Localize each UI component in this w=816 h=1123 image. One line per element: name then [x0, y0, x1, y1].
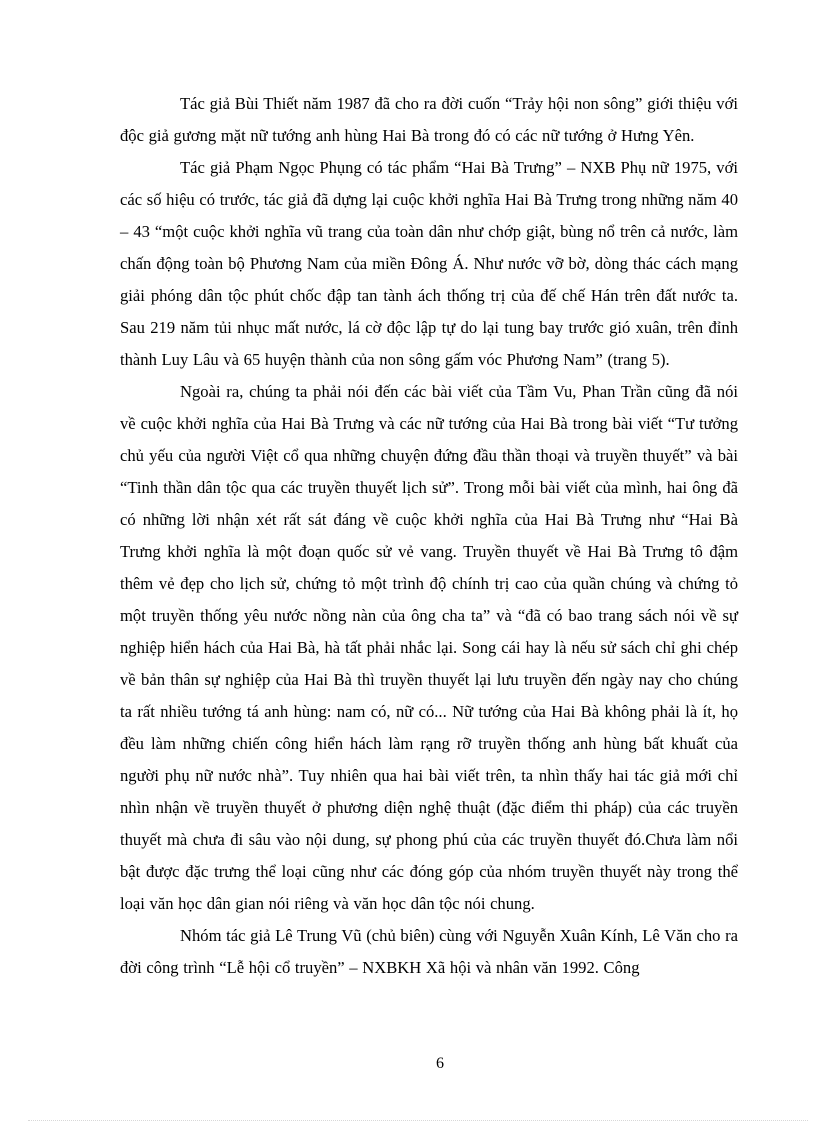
paragraph-tam-vu-phan-tran: Ngoài ra, chúng ta phải nói đến các bài viết của Tầm Vu, Phan Trần cũng đã nói về cuộc khởi nghĩa của Hai Bà Trưng và các nữ tướng của Hai Bà trong bài viết “Tư tưởng chủ yếu của người Việt cổ qua những chuyện đứng đầu thần thoại và truyền thuyết” và bài “Tinh thần dân tộc qua các truyền thuyết lịch sử”. Trong mỗi bài viết của mình, hai ông đã có những lời nhận xét rất sát đáng về cuộc khởi nghĩa của Hai Bà Trưng như “Hai Bà Trưng khởi nghĩa là một đoạn quốc sử vẻ vang. Truyền thuyết về Hai Bà Trưng tô đậm thêm vẻ đẹp cho lịch sử, chứng tỏ một trình độ chính trị cao của quần chúng và chứng tỏ một truyền thống yêu nước nồng nàn của ông cha ta” và “đã có bao trang sách nói về sự nghiệp hiển hách của Hai Bà, hà tất phải nhắc lại. Song cái hay là nếu sử sách chỉ ghi chép về bản thân sự nghiệp của Hai Bà thì truyền thuyết lại lưu truyền đến ngày nay cho chúng ta rất nhiều tướng tá anh hùng: nam có, nữ có... Nữ tướng của Hai Bà không phải là ít, họ đều làm những chiến công hiển hách làm rạng rỡ truyền thống anh hùng bất khuất của người phụ nữ nước nhà”. Tuy nhiên qua hai bài viết trên, ta nhìn thấy hai tác giả mới chỉ nhìn nhận về truyền thuyết ở phương diện nghệ thuật (đặc điểm thi pháp) của các truyền thuyết mà chưa đi sâu vào nội dung, sự phong phú của các truyền thuyết đó.Chưa làm nổi bật được đặc trưng thể loại cũng như các đóng góp của nhóm truyền thuyết này trong thể loại văn học dân gian nói riêng và văn học dân tộc nói chung. [120, 382, 738, 913]
page-number: 6 [436, 1055, 444, 1072]
page-bottom-divider [28, 1120, 808, 1121]
paragraph-pham-ngoc-phung: Tác giả Phạm Ngọc Phụng có tác phẩm “Hai Bà Trưng” – NXB Phụ nữ 1975, với các số hiệu có trước, tác giả đã dựng lại cuộc khởi nghĩa Hai Bà Trưng trong những năm 40 – 43 “một cuộc khởi nghĩa vũ trang của toàn dân như chớp giật, bùng nổ trên cả nước, làm chấn động toàn bộ Phương Nam của miền Đông Á. Như nước vỡ bờ, dòng thác cách mạng giải phóng dân tộc phút chốc đập tan tành ách thống trị của đế chế Hán trên đất nước ta. Sau 219 năm tủi nhục mất nước, lá cờ độc lập tự do lại tung bay trước gió xuân, trên đỉnh thành Luy Lâu và 65 huyện thành của non sông gấm vóc Phương Nam” (trang 5). [120, 158, 738, 369]
paragraph-le-trung-vu: Nhóm tác giả Lê Trung Vũ (chủ biên) cùng với Nguyễn Xuân Kính, Lê Văn cho ra đời công trình “Lễ hội cổ truyền” – NXBKH Xã hội và nhân văn 1992. Công [120, 926, 738, 977]
body-text [120, 88, 738, 984]
paragraph-bui-thiet: Tác giả Bùi Thiết năm 1987 đã cho ra đời cuốn “Trảy hội non sông” giới thiệu với độc giả gương mặt nữ tướng anh hùng Hai Bà trong đó có các nữ tướng ở Hưng Yên. [120, 94, 738, 145]
